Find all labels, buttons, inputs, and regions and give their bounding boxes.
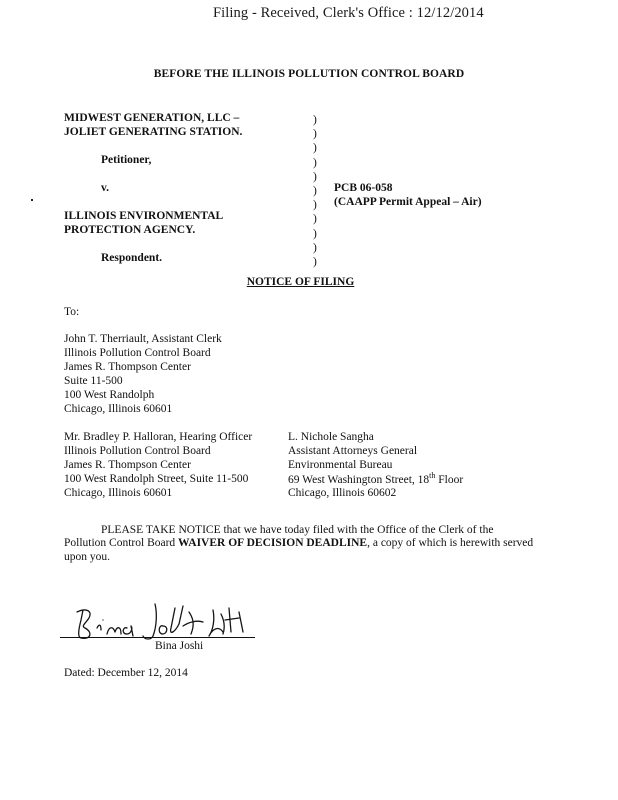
notice-heading-text: NOTICE OF FILING (246, 276, 355, 288)
board-title: BEFORE THE ILLINOIS POLLUTION CONTROL BOARD (153, 68, 465, 80)
respondent-name-line1: ILLINOIS ENVIRONMENTAL (64, 210, 224, 222)
recipient1-org: Illinois Pollution Control Board (64, 347, 211, 359)
case-type: (CAAPP Permit Appeal – Air) (334, 196, 482, 208)
recipient3-street-prefix: 69 West Washington Street, 18 (288, 473, 430, 486)
recipient2-city: Chicago, Illinois 60601 (64, 487, 173, 499)
respondent-name-line2: PROTECTION AGENCY. (64, 224, 196, 236)
petitioner-role: Petitioner, (101, 154, 152, 166)
recipient2-name: Mr. Bradley P. Halloran, Hearing Officer (64, 431, 253, 443)
scan-speck (31, 199, 33, 201)
recipient3-city: Chicago, Illinois 60602 (288, 487, 397, 499)
recipient3-name: L. Nichole Sangha (288, 431, 374, 443)
recipient1-name: John T. Therriault, Assistant Clerk (64, 333, 222, 345)
dated-line: Dated: December 12, 2014 (64, 667, 188, 679)
case-number: PCB 06-058 (334, 182, 393, 194)
recipient3-bureau: Environmental Bureau (288, 459, 393, 471)
recipient1-building: James R. Thompson Center (64, 361, 191, 373)
to-label: To: (64, 306, 80, 318)
recipient2-org: Illinois Pollution Control Board (64, 445, 211, 457)
notice-body-document-title: WAIVER OF DECISION DEADLINE (178, 537, 368, 550)
recipient3-title: Assistant Attorneys General (288, 445, 418, 457)
notice-body-prefix: PLEASE TAKE NOTICE that we have today filed with the Office of the Clerk of the Pollution Control Board (64, 524, 494, 550)
recipient3-street (288, 471, 463, 486)
filing-stamp: Filing - Received, Clerk's Office : 12/12/2014 (213, 5, 484, 21)
recipient1-city: Chicago, Illinois 60601 (64, 403, 173, 415)
notice-body (64, 524, 534, 564)
notice-heading (0, 276, 601, 288)
signature-line (60, 637, 255, 638)
versus-label: v. (101, 182, 109, 194)
caption-parentheses: ) ) ) ) ) ) ) ) ) ) ) (313, 114, 317, 269)
recipient1-suite: Suite 11-500 (64, 375, 123, 387)
respondent-role: Respondent. (101, 252, 163, 264)
recipient2-building: James R. Thompson Center (64, 459, 191, 471)
petitioner-name-line2: JOLIET GENERATING STATION. (64, 126, 243, 138)
recipient3-street-ordinal: th (429, 471, 436, 480)
recipient3-street-suffix: Floor (435, 473, 464, 486)
recipient2-street: 100 West Randolph Street, Suite 11-500 (64, 473, 249, 485)
signatory-name: Bina Joshi (155, 640, 204, 652)
petitioner-name-line1: MIDWEST GENERATION, LLC – (64, 112, 240, 124)
notice-body-suffix: , a copy of which is herewith served upon you. (64, 537, 534, 563)
recipient1-street: 100 West Randolph (64, 389, 155, 401)
